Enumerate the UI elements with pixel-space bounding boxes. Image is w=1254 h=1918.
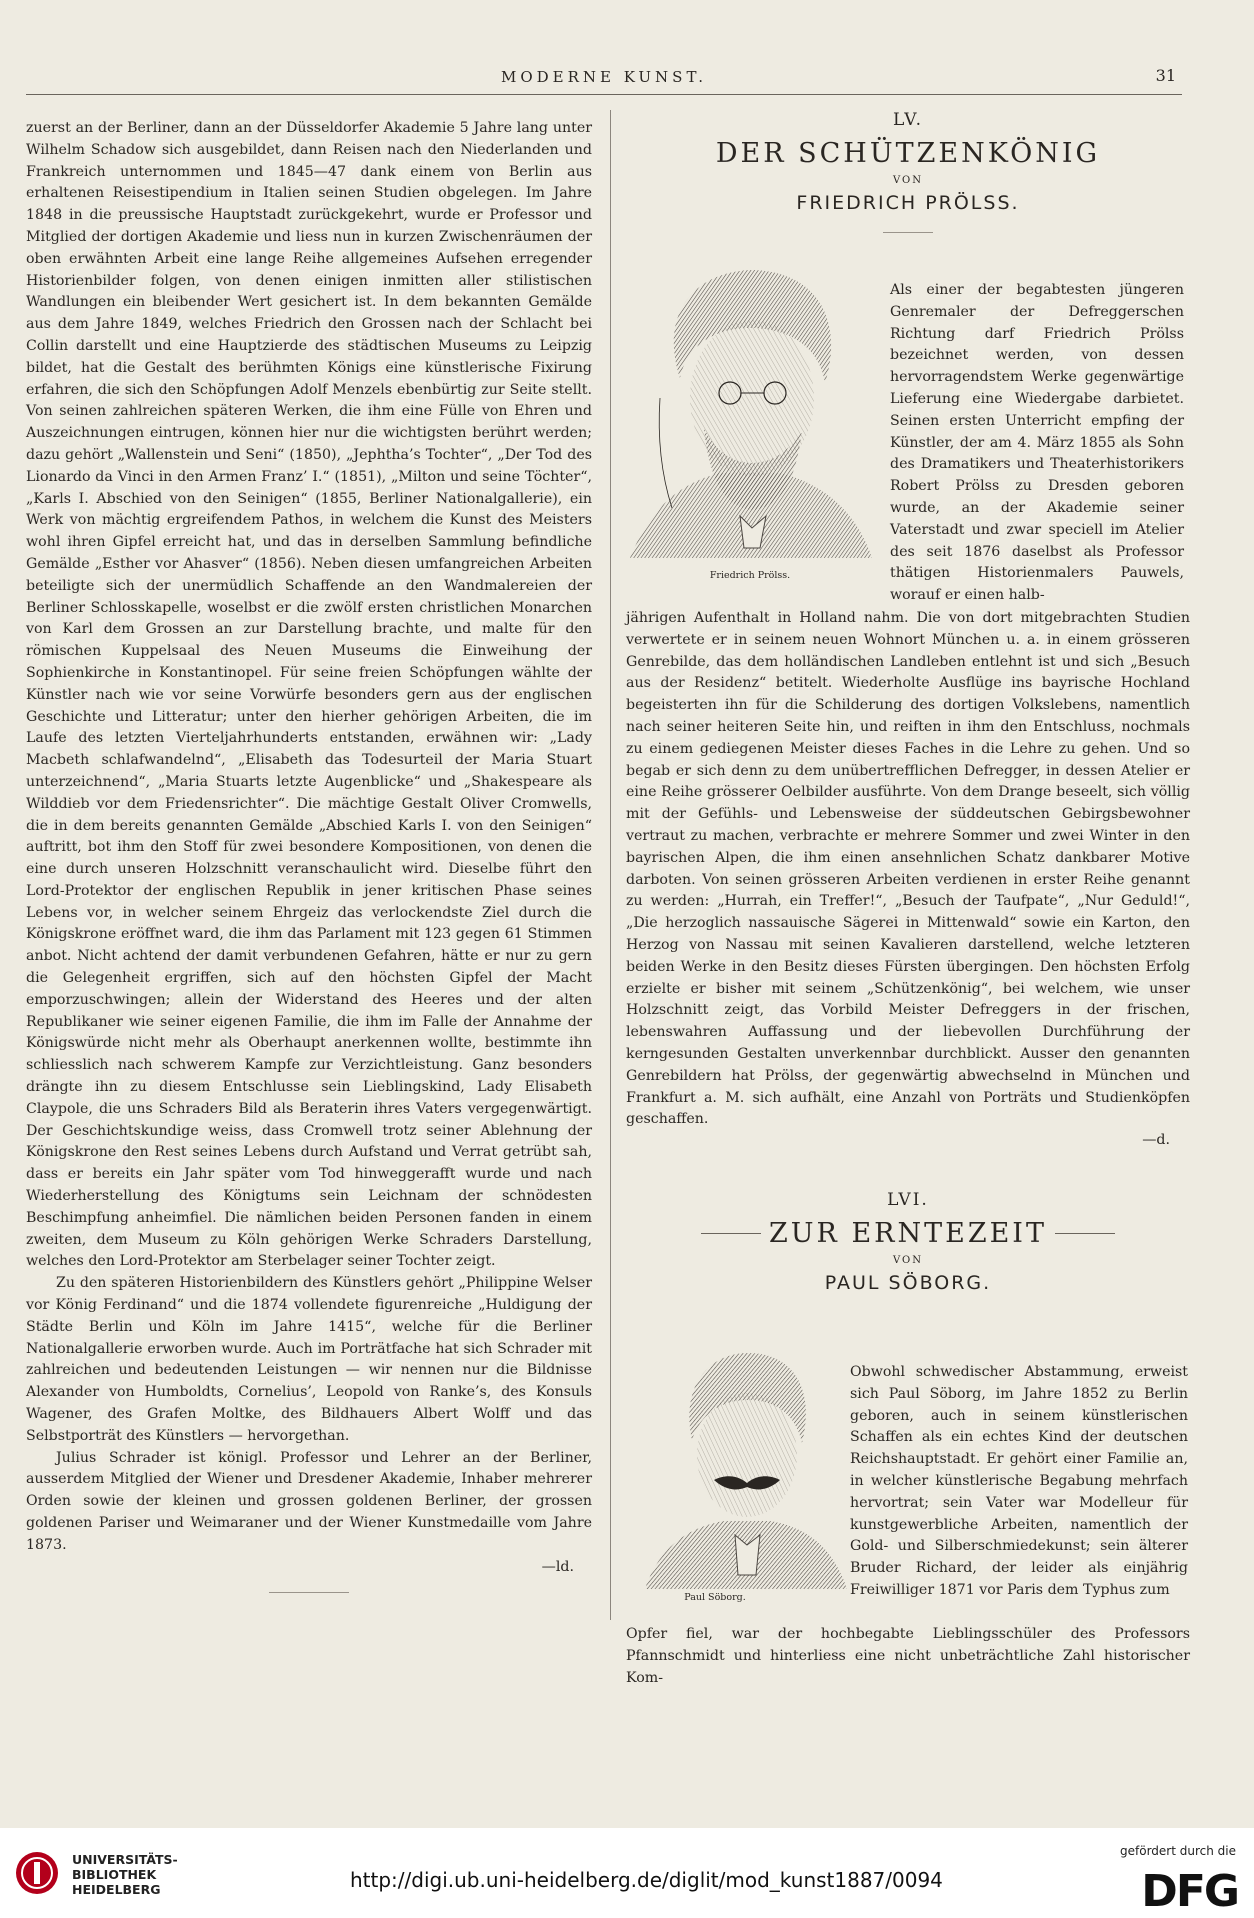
article-author: FRIEDRICH PRÖLSS.	[796, 192, 1020, 214]
article2-author: PAUL SÖBORG.	[824, 1272, 992, 1294]
article2-full-text: Opfer fiel, war der hochbegabte Lieblingsschüler des Professors Pfannschmidt und hinterliess eine nicht unbeträchtliche Zahl historischer Kom-	[626, 1626, 1190, 1686]
library-line-2: BIBLIOTHEK	[72, 1867, 157, 1882]
article2-wrap-text: Obwohl schwedischer Abstammung, erweist sich Paul Söborg, im Jahre 1852 zu Berlin geboren, auch in seinem künstlerischen Schaffen als ein echtes Kind der deutschen Reichshauptstadt. Er gehört einer Familie an, in welcher künstlerische Begabung mehrfach hervortrat; sein Vater war Modelleur für kunstgewerbliche Arbeiten, namentlich der Gold- und Silberschmiedekunst; sein älterer Bruder Richard, der leider als einjährig Freiwilliger 1871 vor Paris dem Typhus zum	[850, 1364, 1188, 1598]
end-rule	[269, 1592, 349, 1593]
left-column	[26, 118, 592, 1593]
dfg-logo: DFG	[1141, 1866, 1238, 1917]
portrait-engraving-icon	[640, 1345, 852, 1590]
left-paragraph-2: Zu den späteren Historienbildern des Künstlers gehört „Philippine Welser vor König Ferdinand“ und die 1874 vollendete figurenreiche „Huldigung der Städte Berlin und Köln im Jahre 1415“, welche für die Berliner Nationalgallerie erworben wurde. Auch im Porträtfache hat sich Schrader mit zahlreichen und bedeutenden Leistungen — wir nennen nur die Bildnisse Alexander von Humboldts, Cornelius’, Leopold von Ranke’s, des Konsuls Wagener, des Grafen Moltke, des Bildhauers Albert Wolff und das Selbstporträt des Künstlers — hervorgethan.	[26, 1275, 592, 1444]
funding-label: gefördert durch die	[1120, 1844, 1236, 1858]
article2-title: ZUR ERNTEZEIT	[769, 1218, 1047, 1249]
article2-title-row	[626, 1218, 1190, 1249]
page-number: 31	[1155, 66, 1176, 85]
library-line-1: UNIVERSITÄTS-	[72, 1852, 178, 1867]
article-schuetzenkoenig	[626, 110, 1190, 233]
left-paragraph-3: Julius Schrader ist königl. Professor und Lehrer an der Berliner, ausserdem Mitglied der Wiener und Dresdener Akademie, Inhaber mehrerer Orden sowie der kleinen und grossen goldenen Berliner, der grossen goldenen Pariser und Weimaraner und der Wiener Kunstmedaille vom Jahre 1873.	[26, 1449, 592, 1553]
ornament-right-icon	[1055, 1233, 1115, 1234]
portrait-caption-proelss: Friedrich Prölss.	[709, 570, 791, 581]
article-erntezeit	[626, 1190, 1190, 1294]
ornament-left-icon	[701, 1233, 761, 1234]
running-header	[26, 64, 1182, 95]
left-signature: —ld.	[541, 1558, 574, 1575]
article-von: VON	[893, 175, 923, 186]
digitization-footer	[0, 1828, 1254, 1918]
source-url-link[interactable]: http://digi.ub.uni-heidelberg.de/diglit/mod_kunst1887/0094	[350, 1868, 943, 1892]
article1-full-text: jährigen Aufenthalt in Holland nahm. Die von dort mitgebrachten Studien verwertete er in seinem neuen Wohnort München u. a. in einem grösseren Genrebilde, das dem holländischen Landleben entlehnt ist und sich „Besuch aus der Residenz“ betitelt. Wiederholte Ausflüge ins bayrische Hochland begeisterten ihn für die Schilderung des dortigen Volkslebens, namentlich nach seiner heiteren Seite hin, und reiften in ihm den Entschluss, nochmals zu einem gediegenen Meister dieses Faches in die Lehre zu gehen. Und so begab er sich denn zu dem unübertrefflichen Defregger, in dessen Atelier er eine Reihe grösserer Oelbilder ausführte. Von dem Drange beseelt, sich völlig mit der Gefühls- und Lebensweise der süddeutschen Gebirgsbewohner vertraut zu machen, verbrachte er mehrere Sommer und zwei Winter in den bayrischen Alpen, die ihm einen ansehnlichen Schatz dankbarer Motive darboten. Von seinen grösseren Arbeiten verdienen in erster Reihe genannt zu werden: „Hurrah, ein Treffer!“, „Besuch der Taufpate“, „Nur Geduld!“, „Die herzoglich nassauische Sägerei in Mittenwald“ sowie ein Karton, den Herzog von Nassau mit seinen Kavalieren darstellend, welche letzteren beiden Werke in den Besitz dieses Fürsten übergingen. Den höchsten Erfolg erzielte er bisher mit seinem „Schützenkönig“, bei welchem, wie unser Holzschnitt zeigt, das Vorbild Meister Defreggers in der frischen, lebenswahren Auffassung und der liebevollen Durchführung der kerngesunden Gestalten unverkennbar durchblickt. Ausser den genannten Genrebildern hat Prölss, der gegenwärtig abwechselnd in München und Frankfurt a. M. sich aufhält, eine Anzahl von Porträts und Studienköpfen geschaffen.	[626, 610, 1190, 1128]
portrait-engraving-icon	[620, 258, 882, 560]
column-rule	[610, 110, 611, 1620]
running-title: MODERNE KUNST.	[500, 68, 708, 86]
article-title: DER SCHÜTZENKÖNIG	[715, 138, 1101, 169]
article1-signature: —d.	[1142, 1132, 1170, 1148]
portrait-friedrich-proelss	[620, 258, 882, 560]
library-name	[72, 1852, 178, 1897]
article1-wrap-text: Als einer der begabtesten jüngeren Genremaler der Defreggerschen Richtung darf Friedrich Prölss bezeichnet werden, von dessen hervorragendstem Werke gegenwärtige Lieferung eine Wiedergabe darbietet. Seinen ersten Unterricht empfing der Künstler, der am 4. März 1855 als Sohn des Dramatikers und Theaterhistorikers Robert Prölss zu Dresden geboren wurde, an der Akademie seiner Vaterstadt und zwar speciell im Atelier des seit 1876 daselbst als Professor thätigen Historienmalers Pauwels, worauf er einen halb-	[890, 282, 1184, 604]
university-seal-icon	[14, 1850, 60, 1896]
left-paragraph-1: zuerst an der Berliner, dann an der Düsseldorfer Akademie 5 Jahre lang unter Wilhelm Schadow sich ausgebildet, dann Reisen nach den Niederlanden und Frankreich unternommen und 1845—47 dank einem von Berlin aus erhaltenen Reisestipendium in Italien seinen Studien obgelegen. Im Jahre 1848 in die preussische Hauptstadt zurückgekehrt, wurde er Professor und Mitglied der dortigen Akademie und liess nun in kurzen Zwischenräumen der oben erwähnten Arbeit eine lange Reihe allgemeines Aufsehen erregender Historienbilder folgen, von denen einigen inmitten aller stilistischen Wandlungen ein bleibender Wert gesichert ist. In dem bekannten Gemälde aus dem Jahre 1849, welches Friedrich den Grossen nach der Schlacht bei Collin darstellt und eine Hauptzierde des städtischen Museums zu Leipzig bildet, hat die Gestalt des berühmten Königs eine künstlerische Fixirung erfahren, die sich den Schöpfungen Adolf Menzels ebenbürtig zur Seite stellt. Von seinen zahlreichen späteren Werken, die ihm eine Fülle von Ehren und Auszeichnungen eintrugen, können hier nur die wichtigsten berührt werden; dazu gehört „Wallenstein und Seni“ (1850), „Jephtha’s Tochter“, „Der Tod des Lionardo da Vinci in den Armen Franz’ I.“ (1851), „Milton und seine Töchter“, „Karls I. Abschied von den Seinigen“ (1855, Berliner Nationalgallerie), ein Werk von mächtig ergreifendem Pathos, in welchem die Kunst des Meisters wohl ihren Gipfel erreicht hat, und das in derselben Sammlung befindliche Gemälde „Esther vor Ahasver“ (1856). Neben diesen umfangreichen Arbeiten beteiligte sich der unermüdlich Schaffende an den Wandmalereien der Berliner Schlosskapelle, woselbst er die zwölf ersten christlichen Monarchen von Karl dem Grossen an zur Darstellung brachte, und malte für den römischen Kuppelsaal des Neuen Museums die Einweihung der Sophienkirche in Konstantinopel. Für seine freien Schöpfungen wählte der Künstler nach wie vor seine Vorwürfe besonders gern aus der englischen Geschichte und Litteratur; unter den hierher gehörigen Arbeiten, die im Laufe des letzten Vierteljahrhunderts entstanden, erwähnen wir: „Lady Macbeth schlafwandelnd“, „Elisabeth das Todesurteil der Maria Stuart unterzeichnend“, „Maria Stuarts letzte Augenblicke“ und „Shakespeare als Wilddieb vor dem Friedensrichter“. Die mächtige Gestalt Oliver Cromwells, die in dem bereits genannten Gemälde „Abschied Karls I. von den Seinigen“ auftritt, bot ihm den Stoff für zwei besondere Kompositionen, von denen die eine durch unseren Holzschnitt veranschaulicht wird. Dieselbe führt den Lord-Protektor der englischen Republik in jener kritischen Phase seines Lebens vor, in welcher seinem Ehrgeiz das verlockendste Ziel durch die Königskrone eröffnet ward, die ihm das Parlament mit 123 gegen 61 Stimmen anbot. Nicht achtend der damit verbundenen Gefahren, hätte er nur zu gern die Gelegenheit ergriffen, sich auf den höchsten Gipfel der Macht emporzuschwingen; allein der Widerstand des Heeres und der alten Republikaner wie seiner eigenen Familie, die ihm im Falle der Annahme der Königswürde nicht mehr als Oberhaupt anerkennen wollte, bestimmte ihn schliesslich nach schwerem Kampfe zur Verzichtleistung. Ganz besonders drängte ihn zu diesem Entschlusse sein Lieblingskind, Lady Elisabeth Claypole, die uns Schraders Bild als Beraterin ihres Vaters vergegenwärtigt. Der Geschichtskundige weiss, dass Cromwell trotz seiner Ablehnung der Königskrone den Rest seines Lebens durch Aufstand und Verrat getrübt sah, dass er bereits ein Jahr später vom Tod hinweggerafft wurde und nach Wiederherstellung des Königtums sein Leichnam der schnödesten Beschimpfung anheimfiel. Die nämlichen beiden Personen fanden in einem zweiten, dem Museum zu Köln gehörigen Werke Schraders Darstellung, welches den Lord-Protektor am Sterbelager seiner Tochter zeigt.	[26, 120, 592, 1270]
article2-von: VON	[893, 1255, 923, 1266]
library-line-3: HEIDELBERG	[72, 1882, 161, 1897]
portrait-caption-soeborg: Paul Söborg.	[684, 1592, 746, 1603]
article2-number: LVI.	[887, 1190, 929, 1210]
title-rule	[883, 232, 933, 233]
article-number: LV.	[893, 110, 923, 130]
portrait-paul-soeborg	[640, 1345, 852, 1590]
